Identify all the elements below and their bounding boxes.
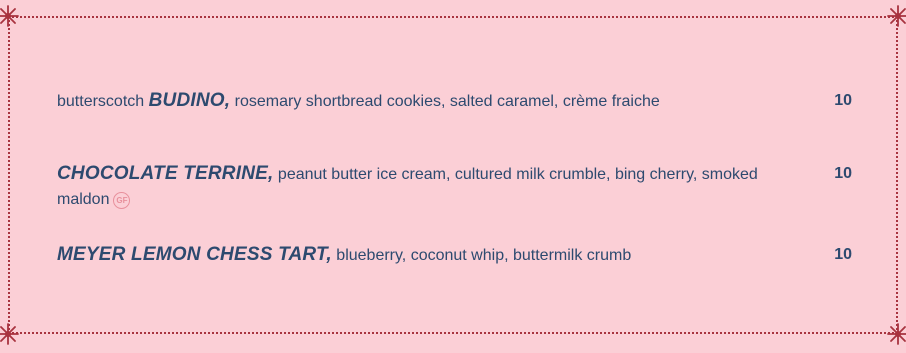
starburst-icon (887, 5, 906, 27)
menu-item-description (57, 161, 777, 212)
menu-item-ingredients: blueberry, coconut whip, buttermilk crumb (331, 247, 632, 264)
menu-item-description (57, 242, 777, 268)
menu-item-prefix: butterscotch (57, 93, 149, 110)
menu-item-ingredients: rosemary shortbread cookies, salted caramel, crème fraiche (230, 93, 660, 110)
gluten-free-badge-icon: GF (113, 192, 130, 209)
menu-item-price: 10 (834, 246, 852, 263)
menu-item-name: BUDINO, (148, 90, 231, 111)
menu-item-meyer-lemon-chess-tart (57, 242, 857, 268)
menu-item-name: CHOCOLATE TERRINE, (57, 163, 274, 184)
menu-item-budino (57, 88, 857, 114)
menu-item-price: 10 (834, 165, 852, 182)
menu-item-name: MEYER LEMON CHESS TART, (57, 244, 332, 265)
menu-item-price: 10 (834, 92, 852, 109)
menu-item-description (57, 88, 777, 114)
starburst-icon (887, 323, 906, 345)
menu-item-ingredients: peanut butter ice cream, cultured milk crumble, bing cherry, smoked maldon (57, 166, 758, 208)
menu-item-chocolate-terrine (57, 161, 857, 212)
starburst-icon (0, 323, 19, 345)
starburst-icon (0, 5, 19, 27)
